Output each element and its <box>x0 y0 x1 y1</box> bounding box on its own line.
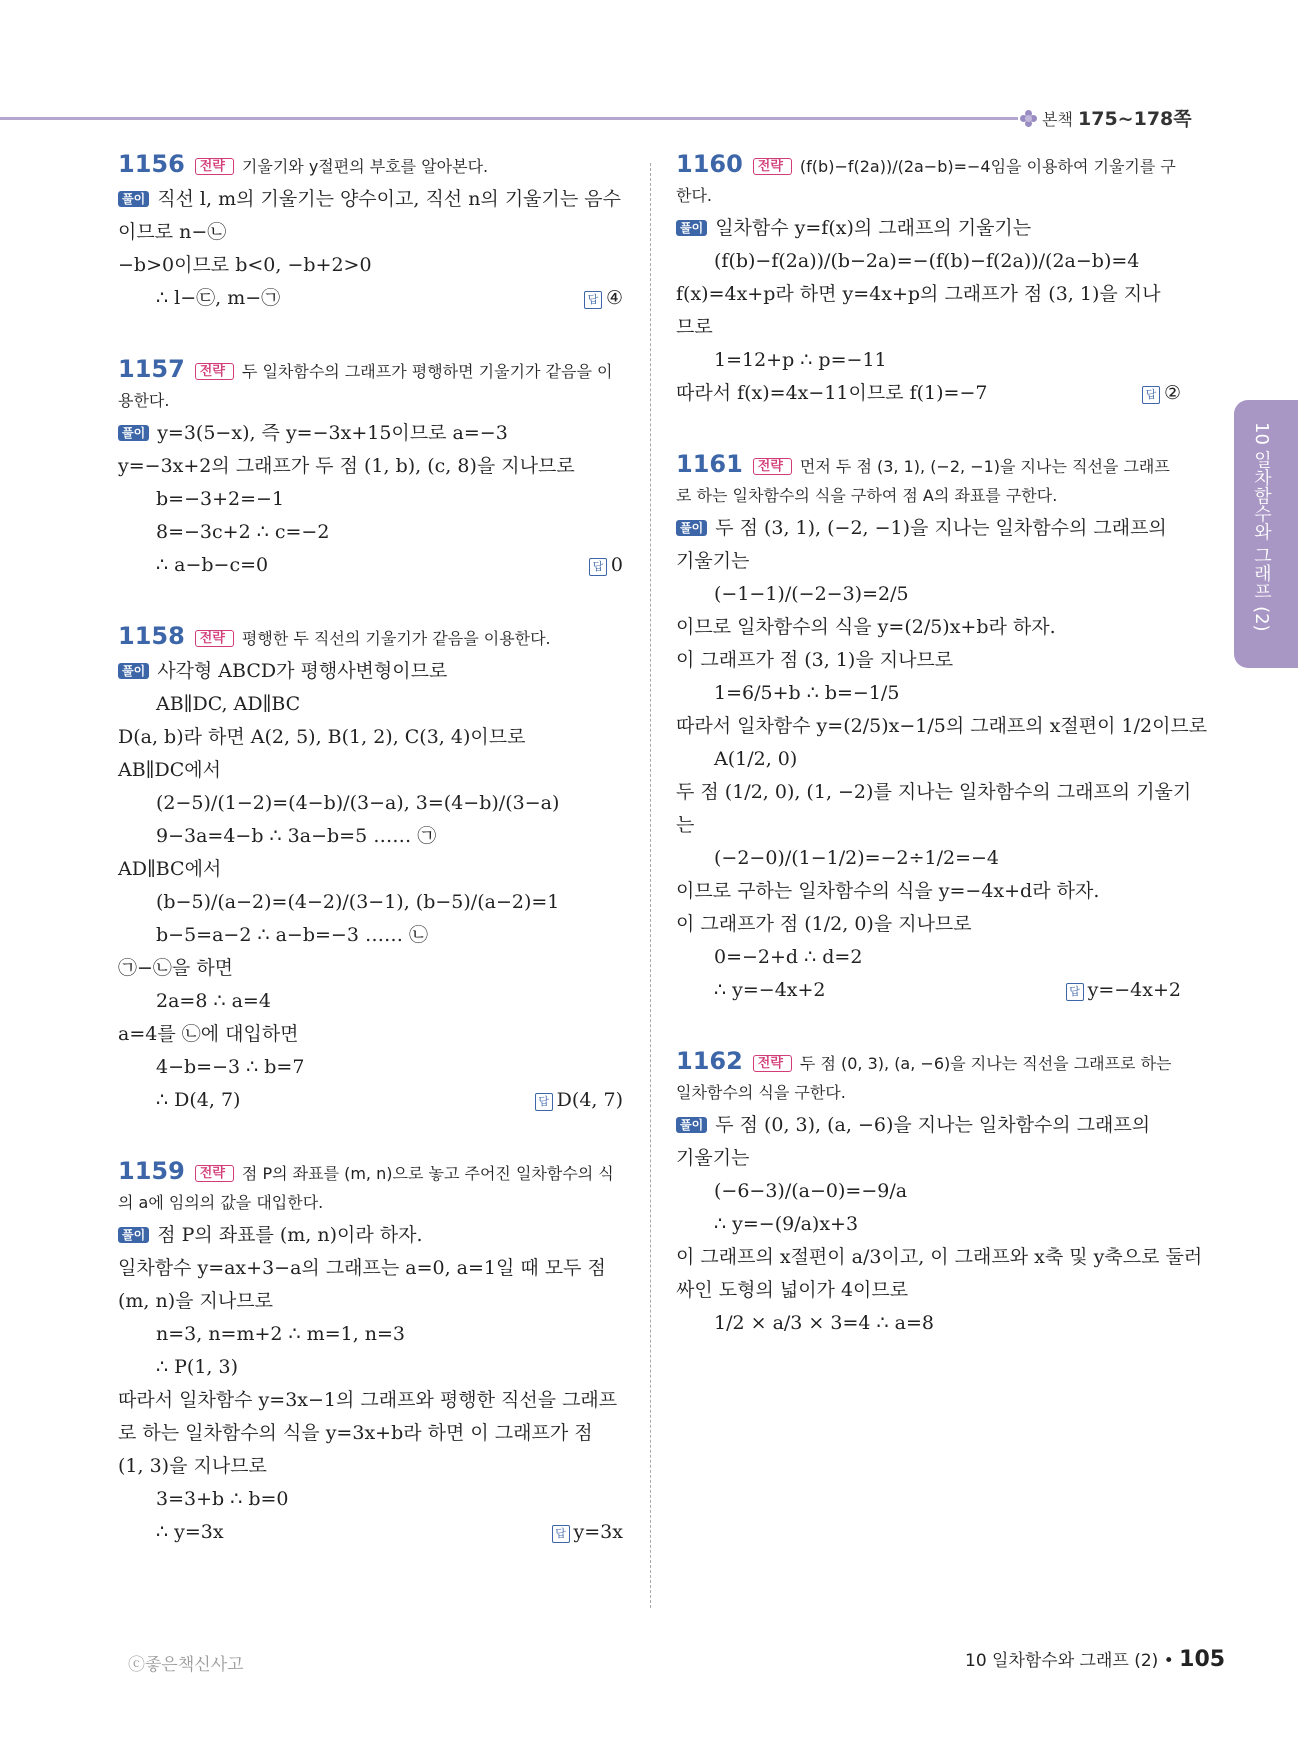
solution-line: D(a, b)라 하면 A(2, 5), B(1, 2), C(3, 4)이므로 <box>118 726 526 748</box>
solution-line: 일차함수 y=f(x)의 그래프의 기울기는 <box>715 217 1032 239</box>
solution-line: ∴ P(1, 3) <box>156 1356 238 1378</box>
solution-line: a=4를 ㉡에 대입하면 <box>118 1023 299 1045</box>
answer-value: y=3x <box>573 1521 623 1543</box>
solution-line: (f(b)−f(2a))/(b−2a)=−(f(b)−f(2a))/(2a−b)=4 <box>714 250 1140 272</box>
strategy-text: 먼저 두 점 (3, 1), (−2, −1)을 지나는 직선을 그래프로 하는 일차함수의 식을 구하여 점 A의 좌표를 구한다. <box>676 457 1170 505</box>
solution-line: 9−3a=4−b ∴ 3a−b=5 …… ㉠ <box>156 825 437 847</box>
solution-line: 이 그래프의 x절편이 a/3이고, 이 그래프와 x축 및 y축으로 둘러 <box>676 1246 1203 1268</box>
problem-1159 <box>118 1157 623 1549</box>
page-footer: 10 일차함수와 그래프 (2) • 105 <box>965 1647 1226 1672</box>
problem-number: 1156 <box>118 150 185 178</box>
solution-line: (1, 3)을 지나므로 <box>118 1455 267 1477</box>
page-number: 105 <box>1179 1647 1226 1672</box>
solution-label: 풀이 <box>118 1227 149 1243</box>
answer-value: D(4, 7) <box>556 1089 623 1111</box>
solution-line: 4−b=−3 ∴ b=7 <box>156 1056 305 1078</box>
solution-line: 싸인 도형의 넓이가 4이므로 <box>676 1279 909 1301</box>
answer-value: ④ <box>605 287 623 309</box>
right-column <box>676 150 1208 1380</box>
strategy-label: 전략 <box>753 158 792 175</box>
strategy-text: 두 점 (0, 3), (a, −6)을 지나는 직선을 그래프로 하는 일차함수의 식을 구한다. <box>676 1054 1172 1102</box>
page-reference-range: 175~178쪽 <box>1078 108 1192 130</box>
solution-line: 2a=8 ∴ a=4 <box>156 990 271 1012</box>
solution-line: b−5=a−2 ∴ a−b=−3 …… ㉡ <box>156 924 429 946</box>
solution-line: 0=−2+d ∴ d=2 <box>714 946 863 968</box>
solution-line: 일차함수 y=ax+3−a의 그래프는 a=0, a=1일 때 모두 점 <box>118 1257 606 1279</box>
problem-1161 <box>676 450 1208 1007</box>
answer-icon: 답 <box>535 1093 553 1111</box>
problem-number: 1159 <box>118 1157 185 1185</box>
solution-line: 이 그래프가 점 (3, 1)을 지나므로 <box>676 649 954 671</box>
chapter-side-tab <box>1234 400 1298 668</box>
strategy-text: 점 P의 좌표를 (m, n)으로 놓고 주어진 일차함수의 식의 a에 임의의 값을 대입한다. <box>118 1164 614 1212</box>
answer <box>589 549 623 582</box>
solution-line: 8=−3c+2 ∴ c=−2 <box>156 521 330 543</box>
solution-line: 므로 <box>676 316 713 338</box>
column-divider <box>650 163 651 1608</box>
answer-icon: 답 <box>1066 983 1084 1001</box>
solution-line: (−2−0)/(1−1/2)=−2÷1/2=−4 <box>714 847 1000 869</box>
footer-chapter: 10 일차함수와 그래프 (2) <box>965 1651 1159 1671</box>
solution-line: ∴ a−b−c=0 <box>156 554 269 576</box>
strategy-text: 두 일차함수의 그래프가 평행하면 기울기가 같음을 이용한다. <box>118 362 613 410</box>
problem-1158 <box>118 622 623 1117</box>
answer <box>584 282 623 315</box>
solution-line: b=−3+2=−1 <box>156 488 285 510</box>
solution-line: 직선 l, m의 기울기는 양수이고, 직선 n의 기울기는 음수 <box>157 188 621 210</box>
solution-line: 1=6/5+b ∴ b=−1/5 <box>714 682 900 704</box>
solution-line: ∴ y=−(9/a)x+3 <box>714 1213 859 1235</box>
problem-1157 <box>118 355 623 582</box>
answer-icon: 답 <box>552 1525 570 1543</box>
problem-number: 1161 <box>676 450 743 478</box>
strategy-label: 전략 <box>195 1165 234 1182</box>
solution-line: (−6−3)/(a−0)=−9/a <box>714 1180 908 1202</box>
solution-line: ㉠−㉡을 하면 <box>118 957 234 979</box>
answer-icon: 답 <box>584 291 602 309</box>
solution-line: 기울기는 <box>676 1147 750 1169</box>
page-reference-prefix: 본책 <box>1042 110 1073 129</box>
solution-line: ∴ y=−4x+2 <box>714 979 826 1001</box>
publisher: ⓒ좋은책신사고 <box>128 1655 244 1675</box>
solution-line: (−1−1)/(−2−3)=2/5 <box>714 583 909 605</box>
problem-1156 <box>118 150 623 315</box>
solution-label: 풀이 <box>676 520 707 536</box>
problem-1160 <box>676 150 1181 410</box>
strategy-label: 전략 <box>753 458 792 475</box>
solution-line: ∴ D(4, 7) <box>156 1089 241 1111</box>
strategy-text: (f(b)−f(2a))/(2a−b)=−4임을 이용하여 기울기를 구한다. <box>676 157 1176 205</box>
solution-line: (m, n)을 지나므로 <box>118 1290 273 1312</box>
answer-value: y=−4x+2 <box>1087 979 1181 1001</box>
solution-line: 따라서 일차함수 y=(2/5)x−1/5의 그래프의 x절편이 1/2이므로 <box>676 715 1208 737</box>
solution-line: 기울기는 <box>676 550 750 572</box>
solution-line: 두 점 (0, 3), (a, −6)을 지나는 일차함수의 그래프의 <box>715 1114 1151 1136</box>
solution-label: 풀이 <box>118 191 149 207</box>
answer-icon: 답 <box>589 558 607 576</box>
solution-line: 두 점 (3, 1), (−2, −1)을 지나는 일차함수의 그래프의 <box>715 517 1167 539</box>
problem-number: 1160 <box>676 150 743 178</box>
solution-line: 사각형 ABCD가 평행사변형이므로 <box>157 660 448 682</box>
problem-header <box>118 355 623 415</box>
answer-value: ② <box>1163 382 1181 404</box>
flower-icon <box>1020 110 1038 128</box>
answer <box>1142 377 1181 410</box>
solution-line: 는 <box>676 814 695 836</box>
strategy-text: 기울기와 y절편의 부호를 알아본다. <box>241 157 489 176</box>
problem-header <box>118 150 623 181</box>
solution-line: 이므로 n−㉡ <box>118 221 227 243</box>
problem-number: 1157 <box>118 355 185 383</box>
solution-line: A(1/2, 0) <box>714 748 798 770</box>
solution-line: 따라서 f(x)=4x−11이므로 f(1)=−7 <box>676 382 988 404</box>
solution-label: 풀이 <box>676 220 707 236</box>
solution-line: AB∥DC에서 <box>118 759 221 781</box>
strategy-label: 전략 <box>195 630 234 647</box>
strategy-label: 전략 <box>195 158 234 175</box>
solution-line: 점 P의 좌표를 (m, n)이라 하자. <box>157 1224 423 1246</box>
solution-line: y=3(5−x), 즉 y=−3x+15이므로 a=−3 <box>157 422 508 444</box>
solution-line: y=−3x+2의 그래프가 두 점 (1, b), (c, 8)을 지나므로 <box>118 455 575 477</box>
solution-line: 3=3+b ∴ b=0 <box>156 1488 289 1510</box>
strategy-label: 전략 <box>753 1055 792 1072</box>
problem-header <box>118 622 623 653</box>
solution-line: AD∥BC에서 <box>118 858 222 880</box>
answer <box>1066 974 1181 1007</box>
solution-line: (2−5)/(1−2)=(4−b)/(3−a), 3=(4−b)/(3−a) <box>156 792 560 814</box>
solution-label: 풀이 <box>676 1117 707 1133</box>
solution-line: ∴ l−㉢, m−㉠ <box>156 287 281 309</box>
solution-line: 이 그래프가 점 (1/2, 0)을 지나므로 <box>676 913 972 935</box>
solution-line: 두 점 (1/2, 0), (1, −2)를 지나는 일차함수의 그래프의 기울기 <box>676 781 1192 803</box>
header-rule <box>0 117 1018 120</box>
solution-line: f(x)=4x+p라 하면 y=4x+p의 그래프가 점 (3, 1)을 지나 <box>676 283 1161 305</box>
problem-1162 <box>676 1047 1203 1340</box>
left-column <box>118 150 623 1589</box>
solution-line: 이므로 구하는 일차함수의 식을 y=−4x+d라 하자. <box>676 880 1100 902</box>
strategy-label: 전략 <box>195 363 234 380</box>
problem-header <box>118 1157 623 1217</box>
problem-number: 1158 <box>118 622 185 650</box>
answer <box>535 1084 623 1117</box>
problem-header <box>676 1047 1181 1107</box>
solution-label: 풀이 <box>118 425 149 441</box>
page-reference <box>1020 104 1192 131</box>
solution-line: 로 하는 일차함수의 식을 y=3x+b라 하면 이 그래프가 점 <box>118 1422 593 1444</box>
solution-line: (b−5)/(a−2)=(4−2)/(3−1), (b−5)/(a−2)=1 <box>156 891 560 913</box>
answer-icon: 답 <box>1142 386 1160 404</box>
solution-line: AB∥DC, AD∥BC <box>156 693 301 715</box>
solution-label: 풀이 <box>118 663 149 679</box>
solution-line: 1/2 × a/3 × 3=4 ∴ a=8 <box>714 1312 934 1334</box>
answer <box>552 1516 623 1549</box>
solution-line: 1=12+p ∴ p=−11 <box>714 349 887 371</box>
chapter-side-tab-label: 10 일차함수와 그래프 (2) <box>1251 422 1272 632</box>
solution-line: n=3, n=m+2 ∴ m=1, n=3 <box>156 1323 406 1345</box>
solution-line: 이므로 일차함수의 식을 y=(2/5)x+b라 하자. <box>676 616 1056 638</box>
solution-line: −b>0이므로 b<0, −b+2>0 <box>118 254 372 276</box>
problem-header <box>676 150 1181 210</box>
solution-line: 따라서 일차함수 y=3x−1의 그래프와 평행한 직선을 그래프 <box>118 1389 618 1411</box>
solution-line: ∴ y=3x <box>156 1521 224 1543</box>
problem-number: 1162 <box>676 1047 743 1075</box>
problem-header <box>676 450 1181 510</box>
answer-value: 0 <box>610 554 623 576</box>
strategy-text: 평행한 두 직선의 기울기가 같음을 이용한다. <box>241 629 551 648</box>
